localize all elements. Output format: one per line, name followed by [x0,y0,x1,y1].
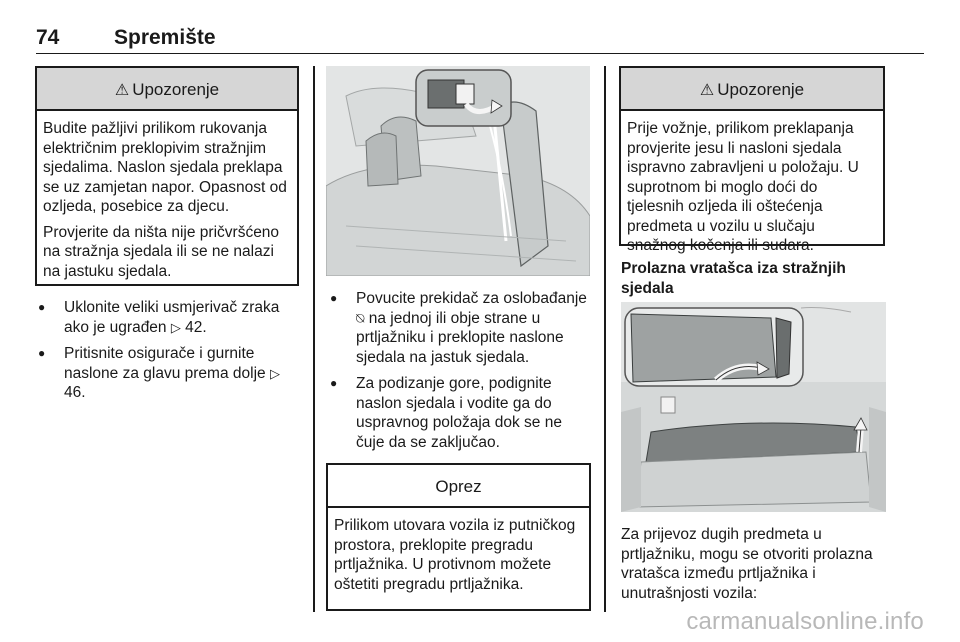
instruction-list-2 [330,289,594,459]
reference-arrow-icon: ▷ [170,319,181,335]
warning-paragraph: Prije vožnje, prilikom preklapanja provjerite jesu li nasloni sjedala ispravno zabravljeni u položaju. U suprotnom bi moglo doći do tjelesnih ozljeda ili oštećenja predmeta u vozilu u slučaju snažnog kočenja ili sudara. [627,120,859,254]
list-item [330,289,594,367]
caution-title: Oprez [435,477,482,496]
warning-box-body [37,111,297,287]
warning-box-body [621,111,883,262]
caution-box-body [328,508,589,600]
list-item-text: Povucite prekidač za oslobađanje [356,290,587,307]
list-item [38,298,300,337]
caution-paragraph: Prilikom utovara vozila iz putničkog prostora, preklopite pregradu prtljažnika. U protivnom možete oštetiti pregradu prtljažnika. [334,517,576,593]
column-divider [313,66,315,612]
seat-release-icon: ⍉ [356,309,365,326]
column-divider [604,66,606,612]
list-item-text: Pritisnite osigurače i gurnite naslone za glavu prema dolje [64,345,270,382]
warning-triangle-icon: ⚠ [699,82,715,99]
page-reference: 46. [64,384,86,401]
reference-arrow-icon: ▷ [269,365,280,381]
instruction-list [38,298,300,410]
page-number: 74 [36,26,60,49]
warning-title: Upozorenje [132,80,220,99]
caution-box [326,463,591,611]
body-paragraph: Za prijevoz dugih predmeta u prtljažniku, mogu se otvoriti prolazna vratašca između prtljažnika i unutrašnjosti vozila: [621,526,873,602]
caution-box-header [328,465,589,508]
page-title: Spremište [114,26,216,49]
pass-through-drawing [621,302,886,512]
warning-paragraph: Budite pažljivi prilikom rukovanja električnim preklopivim stražnjim sjedalima. Naslon sjedala preklapa se uz zamjetan napor. Opasnost od ozljeda, posebice za djecu. [43,120,287,215]
section-subheading: Prolazna vratašca iza stražnjih sjedala [621,260,846,297]
pass-through-illustration [621,302,886,512]
list-item [38,344,300,403]
list-item-text: Uklonite veliki usmjerivač zraka ako je ugrađen [64,299,280,336]
warning-box-header [37,68,297,111]
list-item [330,374,594,452]
page-reference: 42. [185,318,207,336]
page-header [36,24,924,54]
list-item-text: na jednoj ili obje strane u prtljažniku i preklopite naslone sjedala na jastuk sjedala. [356,309,564,366]
warning-box-2 [619,66,885,254]
seat-release-illustration [326,66,590,276]
warning-paragraph: Provjerite da ništa nije pričvršćeno na stražnja sjedala ili se ne nalazi na jastuku sjedala. [43,223,280,280]
warning-title: Upozorenje [717,80,805,99]
seat-release-drawing [326,66,590,276]
list-item-text: Za podizanje gore, podignite naslon sjedala i vodite ga do uspravnog položaja dok se ne čuje da se zaključao. [356,375,562,451]
warning-box [35,66,299,286]
watermark: carmanualsonline.info [686,608,924,635]
warning-box-header [621,68,883,111]
warning-triangle-icon: ⚠ [114,82,130,99]
